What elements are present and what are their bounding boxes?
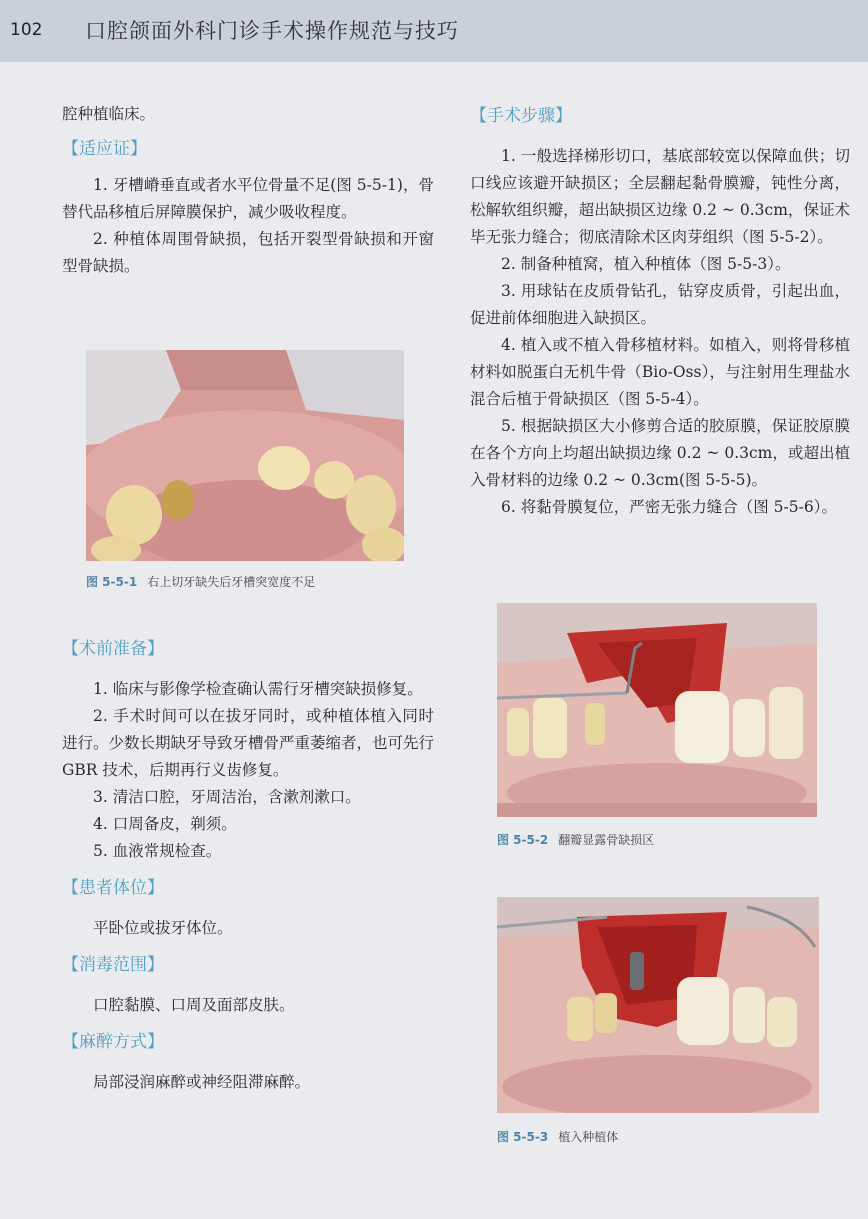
- figure-number: 图 5-5-2: [497, 833, 549, 847]
- figure-number: 图 5-5-3: [497, 1130, 549, 1144]
- preop-item: 4. 口周备皮，剃须。: [93, 815, 237, 833]
- position-heading: 【患者体位】: [62, 878, 164, 898]
- figure-5-5-1-caption: [86, 573, 315, 590]
- oral-photo-illustration: [86, 350, 404, 561]
- anesthesia-text: 局部浸润麻醉或神经阻滞麻醉。: [93, 1073, 311, 1091]
- left-column-bottom: [62, 636, 434, 1096]
- figure-caption-text: 翻瓣显露骨缺损区: [558, 833, 655, 847]
- step-item: 3. 用球钻在皮质骨钻孔，钻穿皮质骨，引起出血，促进前体细胞进入缺损区。: [470, 282, 850, 327]
- step-item: 1. 一般选择梯形切口，基底部较宽以保障血供；切口线应该避开缺损区；全层翻起黏骨膜瓣，钝性分离，松解软组织瓣，超出缺损区边缘 0.2 ~ 0.3cm，保证术毕无张力缝合；彻底清除术区肉芽组织（图 5-5-2）。: [470, 147, 850, 246]
- surgical-photo-illustration: [497, 603, 817, 817]
- surgical-photo-illustration: [497, 897, 819, 1113]
- figure-5-5-3-caption: [497, 1128, 618, 1145]
- figure-5-5-2-photo: [497, 603, 817, 817]
- step-item: 5. 根据缺损区大小修剪合适的胶原膜，保证胶原膜在各个方向上均超出缺损边缘 0.2 ~ 0.3cm，或超出植入骨材料的边缘 0.2 ~ 0.3cm(图 5-5-5)。: [470, 417, 850, 489]
- right-column: [470, 103, 850, 521]
- step-item: 4. 植入或不植入骨移植材料。如植入，则将骨移植材料如脱蛋白无机牛骨（Bio-Oss），与注射用生理盐水混合后植于骨缺损区（图 5-5-4）。: [470, 336, 850, 408]
- figure-number: 图 5-5-1: [86, 575, 138, 589]
- step-item: 2. 制备种植窝，植入种植体（图 5-5-3）。: [501, 255, 791, 273]
- lead-text: 腔种植临床。: [62, 105, 156, 123]
- preop-heading: 【术前准备】: [62, 639, 164, 659]
- indication-item: 1. 牙槽嵴垂直或者水平位骨量不足(图 5-5-1)，骨替代品移植后屏障膜保护，减少吸收程度。: [62, 176, 434, 221]
- left-column-top: [62, 101, 434, 280]
- page-header: [0, 0, 868, 62]
- preop-item: 2. 手术时间可以在拔牙同时，或种植体植入同时进行。少数长期缺牙导致牙槽骨严重萎缩者，也可先行 GBR 技术，后期再行义齿修复。: [62, 707, 435, 779]
- figure-5-5-1-photo: [86, 350, 404, 561]
- disinfection-heading: 【消毒范围】: [62, 955, 164, 975]
- disinfection-text: 口腔黏膜、口周及面部皮肤。: [93, 996, 295, 1014]
- page-number: 102: [10, 20, 43, 40]
- figure-caption-text: 右上切牙缺失后牙槽突宽度不足: [147, 575, 316, 589]
- preop-item: 1. 临床与影像学检查确认需行牙槽突缺损修复。: [93, 680, 423, 698]
- indication-item: 2. 种植体周围骨缺损，包括开裂型骨缺损和开窗型骨缺损。: [62, 230, 434, 275]
- anesthesia-heading: 【麻醉方式】: [62, 1032, 164, 1052]
- figure-5-5-3-photo: [497, 897, 819, 1113]
- position-text: 平卧位或拔牙体位。: [93, 919, 233, 937]
- preop-item: 5. 血液常规检查。: [93, 842, 222, 860]
- figure-caption-text: 植入种植体: [558, 1130, 619, 1144]
- indications-heading: 【适应证】: [62, 139, 147, 159]
- preop-item: 3. 清洁口腔，牙周洁治，含漱剂漱口。: [93, 788, 361, 806]
- book-title: 口腔颌面外科门诊手术操作规范与技巧: [85, 19, 459, 43]
- figure-5-5-2-caption: [497, 831, 654, 848]
- steps-heading: 【手术步骤】: [470, 106, 572, 126]
- step-item: 6. 将黏骨膜复位，严密无张力缝合（图 5-5-6）。: [501, 498, 837, 516]
